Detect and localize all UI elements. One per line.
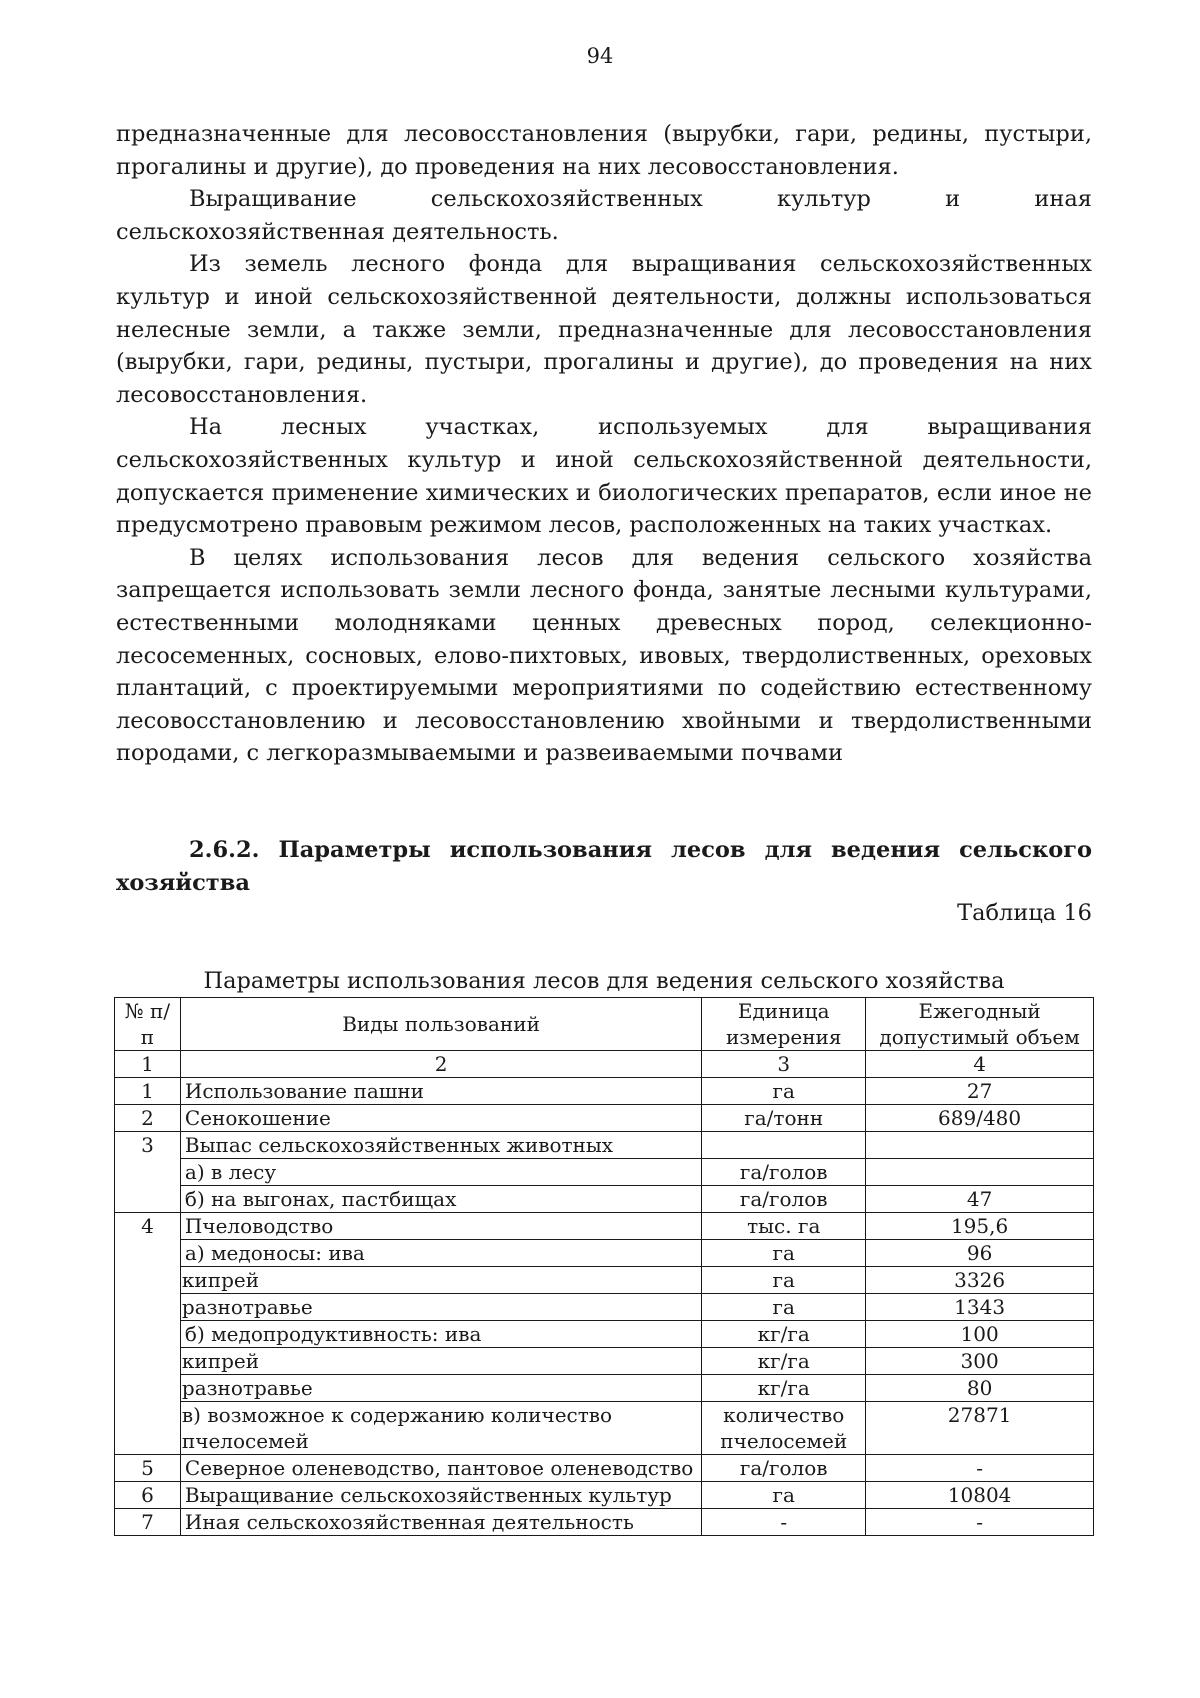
- row-unit: -: [702, 1509, 866, 1536]
- row-kind: б) медопродуктивность: ива: [180, 1321, 701, 1348]
- paragraph: предназначенные для лесовосстановления (вырубки, гари, редины, пустыри, прогалины и другие), до проведения на них лесовосстановления.: [116, 121, 1092, 180]
- header-kind: Виды пользований: [180, 998, 701, 1051]
- header-unit: Единица измерения: [702, 998, 866, 1051]
- column-number-row: [115, 1051, 1094, 1078]
- row-unit: га/голов: [702, 1186, 866, 1213]
- row-volume: 80: [866, 1375, 1094, 1402]
- table-row: [115, 1348, 1094, 1375]
- table-row: [115, 1402, 1094, 1455]
- row-volume: 689/480: [866, 1105, 1094, 1132]
- row-volume: 195,6: [866, 1213, 1094, 1240]
- row-volume: 3326: [866, 1267, 1094, 1294]
- parameters-table: [114, 997, 1094, 1536]
- table-row: [115, 1455, 1094, 1482]
- row-unit: тыс. га: [702, 1213, 866, 1240]
- row-volume: 27: [866, 1078, 1094, 1105]
- header-volume: Ежегодный допустимый объем: [866, 998, 1094, 1051]
- row-unit: кг/га: [702, 1375, 866, 1402]
- row-number: 1: [115, 1078, 181, 1105]
- paragraph: На лесных участках, используемых для выращивания сельскохозяйственных культур и иной сельскохозяйственной деятельности, допускается применение химических и биологических препаратов, если иное не предусмотрено правовым режимом лесов, расположенных на таких участках.: [116, 414, 1092, 539]
- row-number: 7: [115, 1509, 181, 1536]
- row-kind: а) в лесу: [180, 1159, 701, 1186]
- table-row: [115, 1105, 1094, 1132]
- row-unit: [702, 1132, 866, 1159]
- row-unit: кг/га: [702, 1348, 866, 1375]
- row-kind: Выпас сельскохозяйственных животных: [180, 1132, 701, 1159]
- row-volume: 96: [866, 1240, 1094, 1267]
- header-num: № п/п: [115, 998, 181, 1051]
- row-number: 5: [115, 1455, 181, 1482]
- row-unit: га/голов: [702, 1455, 866, 1482]
- paragraph: Выращивание сельскохозяйственных культур и иная сельскохозяйственная деятельность.: [116, 186, 1092, 245]
- table-row: [115, 1132, 1094, 1159]
- row-kind: Сенокошение: [180, 1105, 701, 1132]
- row-unit: кг/га: [702, 1321, 866, 1348]
- row-number: 2: [115, 1105, 181, 1132]
- row-volume: 47: [866, 1186, 1094, 1213]
- row-unit: га/голов: [702, 1159, 866, 1186]
- paragraph: Из земель лесного фонда для выращивания сельскохозяйственных культур и иной сельскохозяйственной деятельности, должны использоваться нелесные земли, а также земли, предназначенные для лесовосстановления (вырубки, гари, редины, пустыри, прогалины и другие), до проведения на них лесовосстановления.: [116, 251, 1092, 408]
- row-kind: Использование пашни: [180, 1078, 701, 1105]
- table-header-row: [115, 998, 1094, 1051]
- row-unit: количество пчелосемей: [702, 1402, 866, 1455]
- table-row: [115, 1078, 1094, 1105]
- row-number: 3: [115, 1132, 181, 1213]
- row-volume: -: [866, 1455, 1094, 1482]
- body-text: [116, 118, 1092, 770]
- table-row: [115, 1509, 1094, 1536]
- table-row: [115, 1294, 1094, 1321]
- row-unit: га: [702, 1294, 866, 1321]
- row-volume: 100: [866, 1321, 1094, 1348]
- row-volume: [866, 1159, 1094, 1186]
- row-unit: га: [702, 1482, 866, 1509]
- row-unit: га: [702, 1240, 866, 1267]
- table-row: [115, 1267, 1094, 1294]
- table-row: [115, 1482, 1094, 1509]
- row-kind: кипрей: [180, 1348, 701, 1375]
- row-kind: Северное оленеводство, пантовое оленеводство: [180, 1455, 701, 1482]
- row-number: 6: [115, 1482, 181, 1509]
- row-kind: кипрей: [180, 1267, 701, 1294]
- row-volume: 10804: [866, 1482, 1094, 1509]
- row-kind: Иная сельскохозяйственная деятельность: [180, 1509, 701, 1536]
- row-kind: разнотравье: [180, 1294, 701, 1321]
- row-volume: 300: [866, 1348, 1094, 1375]
- row-unit: га/тонн: [702, 1105, 866, 1132]
- table-row: [115, 1186, 1094, 1213]
- row-kind: Выращивание сельскохозяйственных культур: [180, 1482, 701, 1509]
- table-row: [115, 1375, 1094, 1402]
- row-volume: 27871: [866, 1402, 1094, 1455]
- table-row: [115, 1240, 1094, 1267]
- row-unit: га: [702, 1267, 866, 1294]
- paragraph: В целях использования лесов для ведения сельского хозяйства запрещается использовать земли лесного фонда, занятые лесными культурами, естественными молодняками ценных древесных пород, селекционно-лесосеменных, сосновых, елово-пихтовых, ивовых, твердолиственных, ореховых плантаций, с проектируемыми мероприятиями по содействию естественному лесовосстановлению и лесовосстановлению хвойными и твердолиственными породами, с легкоразмываемыми и развеиваемыми почвами: [116, 544, 1092, 767]
- column-number: 3: [702, 1051, 866, 1078]
- row-kind: б) на выгонах, пастбищах: [180, 1186, 701, 1213]
- row-kind: а) медоносы: ива: [180, 1240, 701, 1267]
- table-row: [115, 1321, 1094, 1348]
- table-label: Таблица 16: [957, 900, 1092, 926]
- table-row: [115, 1213, 1094, 1240]
- row-kind: в) возможное к содержанию количество пчелосемей: [180, 1402, 701, 1455]
- table-row: [115, 1159, 1094, 1186]
- row-unit: га: [702, 1078, 866, 1105]
- column-number: 4: [866, 1051, 1094, 1078]
- table-caption: Параметры использования лесов для ведения сельского хозяйства: [203, 968, 1005, 994]
- column-number: 1: [115, 1051, 181, 1078]
- row-volume: -: [866, 1509, 1094, 1536]
- column-number: 2: [180, 1051, 701, 1078]
- row-kind: Пчеловодство: [180, 1213, 701, 1240]
- row-volume: 1343: [866, 1294, 1094, 1321]
- row-number: 4: [115, 1213, 181, 1455]
- row-kind: разнотравье: [180, 1375, 701, 1402]
- section-heading: 2.6.2. Параметры использования лесов для ведения сельского хозяйства: [116, 837, 1092, 896]
- row-volume: [866, 1132, 1094, 1159]
- page-number: 94: [586, 44, 614, 68]
